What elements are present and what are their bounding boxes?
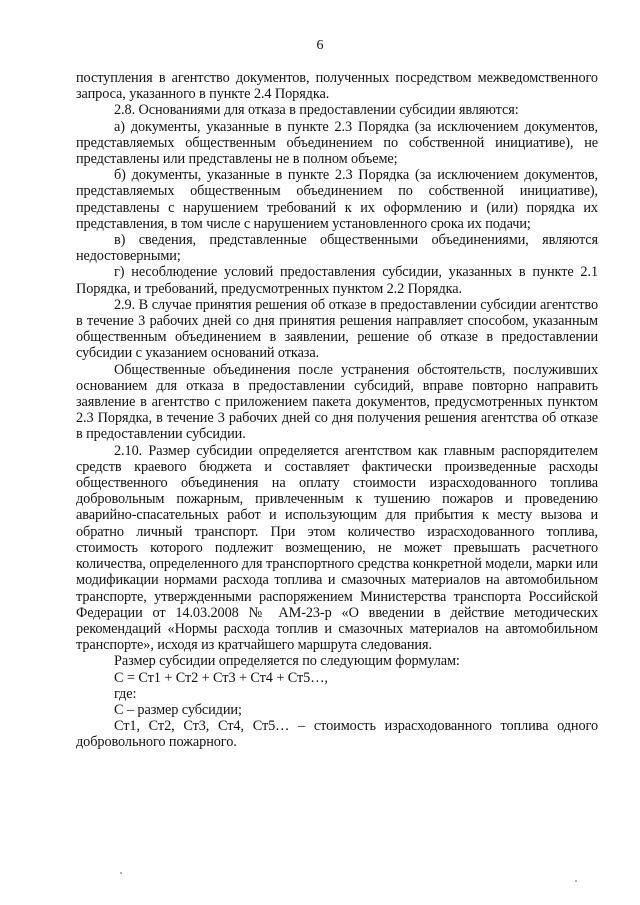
- formula-definition-c: С – размер субсидии;: [114, 701, 242, 718]
- paragraph-2-8-b: б) документы, указанные в пункте 2.3 Порядка (за исключением документов, представляемых общественным объединением по собственной инициативе), представлены с нарушением требований к их оформлению и (или) порядка их представления, в том числе с нарушением установленного срока их подачи;: [76, 167, 598, 232]
- formula-intro: Размер субсидии определяется по следующим формулам:: [114, 653, 460, 670]
- paragraph-2-8: 2.8. Основаниями для отказа в предоставлении субсидии являются:: [114, 102, 519, 119]
- paragraph-2-8-a: а) документы, указанные в пункте 2.3 Порядка (за исключением документов, представляемых общественным объединением по собственной инициативе), не представлены или представлены не в полном объеме;: [76, 118, 598, 168]
- formula-definition-st: Ст1, Ст2, Ст3, Ст4, Ст5… – стоимость израсходованного топлива одного добровольного пожарного.: [76, 718, 598, 751]
- document-body: [76, 70, 598, 751]
- page-number: 6: [316, 38, 324, 53]
- formula-where: где:: [114, 685, 137, 702]
- paragraph-2-8-v: в) сведения, представленные общественными объединениями, являются недостоверными;: [76, 232, 598, 265]
- paragraph-2-8-g: г) несоблюдение условий предоставления субсидии, указанных в пункте 2.1 Порядка, и требований, предусмотренных пунктом 2.2 Порядка.: [76, 264, 598, 297]
- paragraph-2-10: 2.10. Размер субсидии определяется агентством как главным распорядителем средств краевого бюджета и составляет фактически произведенные расходы общественного объединения на оплату стоимости израсходованного топлива добровольным пожарным, привлеченным к тушению пожаров и проведению аварийно-спасательных работ и использующим для прибытия к месту вызова и обратно личный транспорт. При этом количество израсходованного топлива, стоимость которого подлежит возмещению, не может превышать расчетного количества, определенного для транспортного средства конкретной модели, марки или модификации нормами расхода топлива и смазочных материалов на автомобильном транспорте, утвержденными распоряжением Министерства транспорта Российской Федерации от 14.03.2008 № АМ-23-р «О введении в действие методических рекомендаций «Нормы расхода топлив и смазочных материалов на автомобильном транспорте», исходя из кратчайшего маршрута следования.: [76, 442, 598, 654]
- scan-speck: [120, 872, 122, 874]
- paragraph-resubmission: Общественные объединения после устранения обстоятельств, послуживших основанием для отказа в предоставлении субсидий, вправе повторно направить заявление в агентство с приложением пакета документов, предусмотренных пунктом 2.3 Порядка, в течение 3 рабочих дней со дня получения решения агентства об отказе в предоставлении субсидии.: [76, 361, 598, 443]
- scan-speck: [575, 880, 577, 882]
- formula: С = Ст1 + Ст2 + Ст3 + Ст4 + Ст5…,: [114, 669, 328, 686]
- paragraph-continuation: поступления в агентство документов, полученных посредством межведомственного запроса, указанного в пункте 2.4 Порядка.: [76, 70, 598, 103]
- paragraph-2-9: 2.9. В случае принятия решения об отказе в предоставлении субсидии агентство в течение 3 рабочих дней со дня принятия решения направляет способом, указанным общественным объединением в заявлении, решение об отказе в предоставлении субсидии с указанием оснований отказа.: [76, 296, 598, 362]
